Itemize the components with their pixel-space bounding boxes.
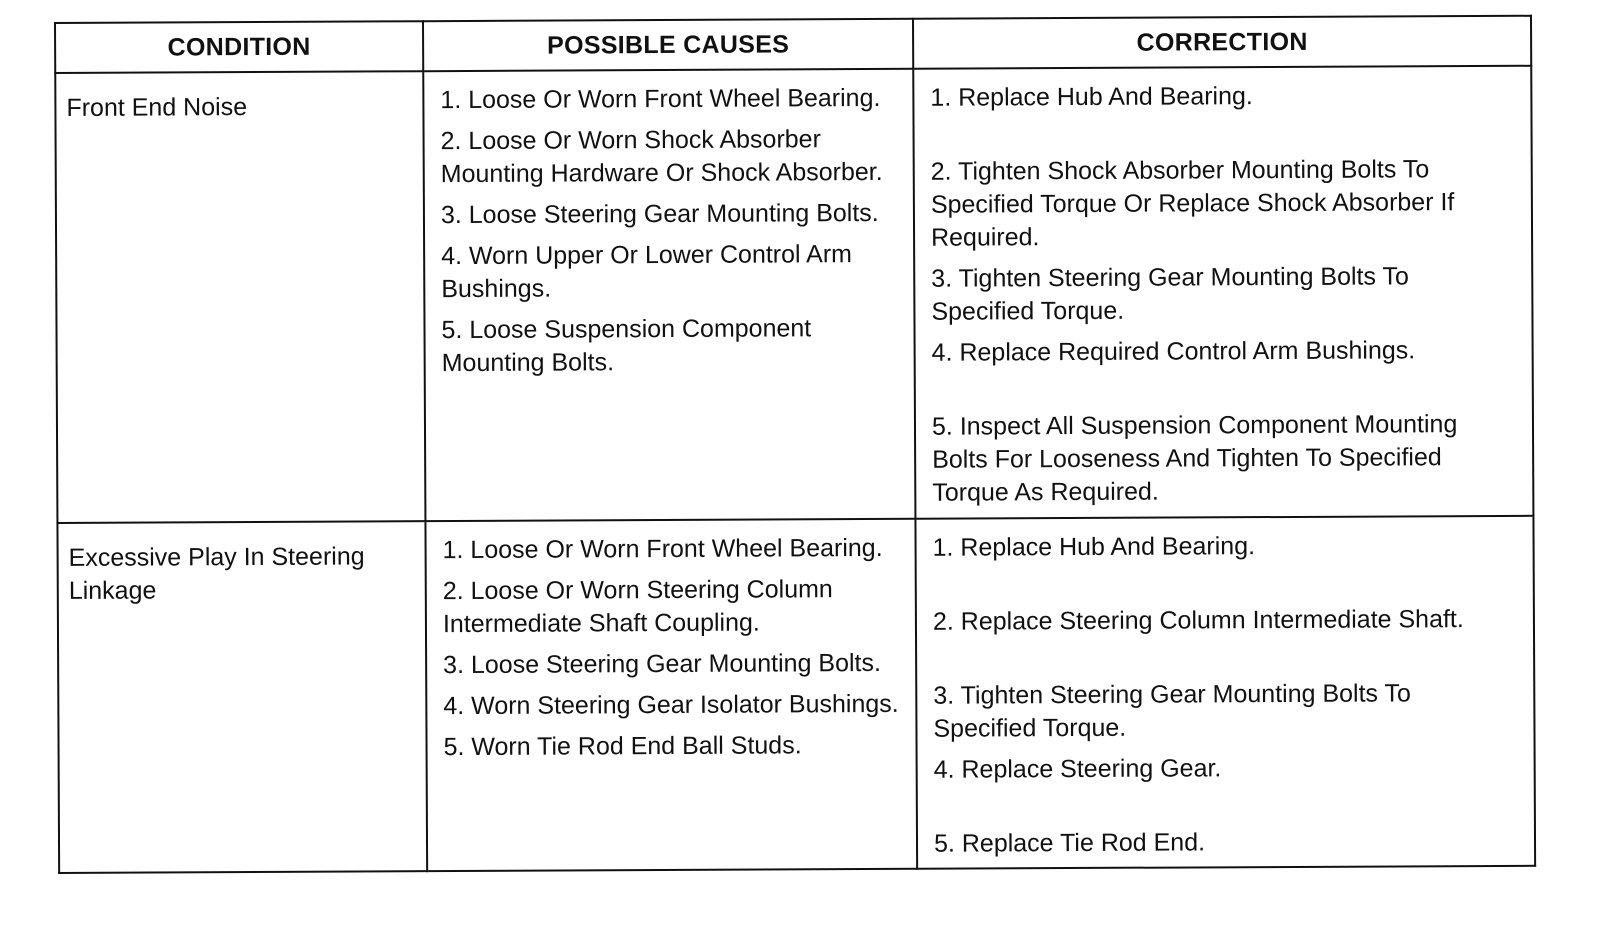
cause-item: 3. Loose Steering Gear Mounting Bolts. — [443, 648, 881, 680]
cause-item: 2. Loose Or Worn Steering Column Intermediate Shaft Coupling. — [442, 575, 833, 639]
header-correction: CORRECTION — [913, 16, 1531, 69]
correction-item: 5. Replace Tie Rod End. — [933, 828, 1206, 858]
condition-cell: Front End Noise — [55, 71, 425, 523]
table-header — [55, 16, 1531, 73]
cause-item: 1. Loose Or Worn Front Wheel Bearing. — [442, 533, 883, 565]
table-row-excessive-play — [57, 516, 1535, 873]
header-row — [55, 16, 1531, 73]
condition-cell: Excessive Play In Steering Linkage — [57, 521, 427, 873]
correction-item: 3. Tighten Steering Gear Mounting Bolts To Specified Torque. — [931, 262, 1409, 326]
diagnosis-table-sheet — [54, 15, 1534, 874]
causes-cell — [423, 69, 915, 521]
cause-item: 5. Loose Suspension Component Mounting Bolts. — [441, 314, 812, 378]
correction-item: 2. Tighten Shock Absorber Mounting Bolts To Specified Torque Or Replace Shock Absorber If Required. — [930, 155, 1455, 252]
correction-item: 3. Tighten Steering Gear Mounting Bolts To Specified Torque. — [933, 679, 1411, 743]
table-row-front-end-noise — [55, 66, 1533, 523]
header-condition: CONDITION — [55, 21, 423, 73]
header-possible-causes: POSSIBLE CAUSES — [423, 19, 913, 71]
correction-cell — [915, 516, 1535, 869]
correction-item: 2. Replace Steering Column Intermediate Shaft. — [932, 605, 1464, 636]
causes-cell — [425, 519, 917, 871]
correction-item: 4. Replace Steering Gear. — [933, 754, 1222, 784]
cause-item: 5. Worn Tie Rod End Ball Studs. — [443, 731, 802, 762]
correction-item: 1. Replace Hub And Bearing. — [932, 532, 1256, 562]
cause-item: 4. Worn Upper Or Lower Control Arm Bushings. — [441, 240, 853, 304]
cause-item: 2. Loose Or Worn Shock Absorber Mounting Hardware Or Shock Absorber. — [440, 125, 883, 189]
correction-item: 1. Replace Hub And Bearing. — [930, 82, 1253, 112]
diagnosis-table — [54, 15, 1536, 874]
cause-item: 1. Loose Or Worn Front Wheel Bearing. — [440, 83, 881, 115]
cause-item: 3. Loose Steering Gear Mounting Bolts. — [440, 198, 879, 230]
correction-item: 5. Inspect All Suspension Component Mounting Bolts For Looseness And Tighten To Specified Torque As Required. — [931, 410, 1458, 507]
correction-cell — [913, 66, 1533, 519]
cause-item: 4. Worn Steering Gear Isolator Bushings. — [443, 689, 899, 721]
correction-item: 4. Replace Required Control Arm Bushings. — [931, 336, 1416, 367]
